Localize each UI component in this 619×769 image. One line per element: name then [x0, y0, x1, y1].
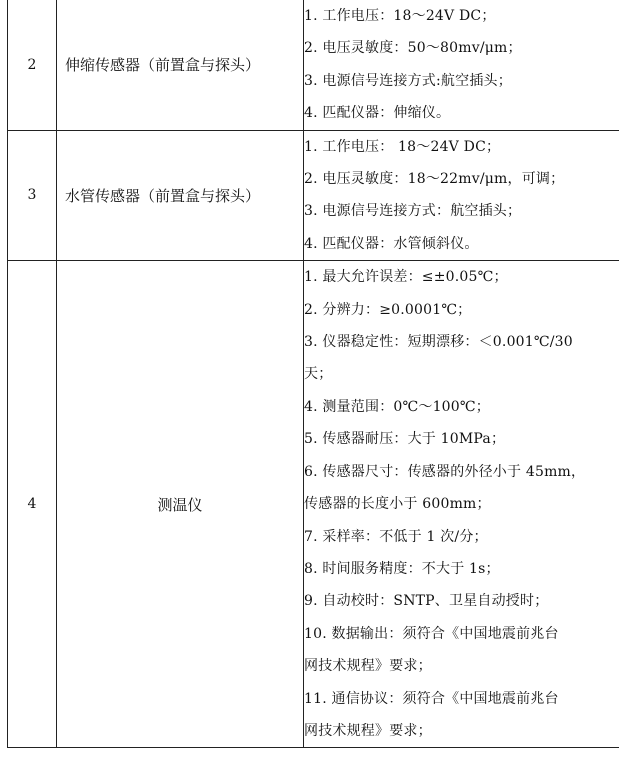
row-number — [8, 261, 57, 748]
table-row — [8, 261, 619, 748]
spec-line: 天； — [304, 366, 333, 383]
spec-line: 网技术规程》要求； — [304, 722, 432, 739]
spec-line: 4. 测量范围：0℃～100℃； — [304, 398, 490, 415]
spec-line: 8. 时间服务精度：不大于 1s； — [304, 560, 500, 577]
row-number-text: 4 — [27, 496, 37, 513]
spec-line: 2. 电压灵敏度：18～22mv/μm，可调； — [304, 171, 565, 188]
spec-line: 4. 匹配仪器：伸缩仪。 — [304, 105, 451, 122]
device-name-text: 水管传感器（前置盒与探头） — [65, 186, 261, 205]
table-row — [8, 130, 619, 261]
device-name — [57, 261, 304, 748]
spec-line: 10. 数据输出：须符合《中国地震前兆台 — [304, 625, 559, 642]
spec-line: 7. 采样率：不低于 1 次/分； — [304, 528, 488, 545]
spec-cell — [304, 130, 619, 261]
row-number-text: 3 — [27, 187, 37, 204]
spec-line: 1. 最大允许误差：≤±0.05℃； — [304, 269, 508, 286]
spec-table — [7, 0, 619, 748]
spec-line: 3. 电源信号连接方式：航空插头； — [304, 203, 522, 220]
device-name — [57, 0, 304, 130]
spec-line: 5. 传感器耐压：大于 10MPa； — [304, 431, 506, 448]
spec-line: 6. 传感器尺寸：传感器的外径小于 45mm， — [304, 463, 586, 480]
spec-line: 传感器的长度小于 600mm； — [304, 496, 491, 513]
row-number — [8, 130, 57, 261]
device-name — [57, 130, 304, 261]
spec-line: 9. 自动校时：SNTP、卫星自动授时； — [304, 593, 549, 610]
spec-line: 1. 工作电压： 18～24V DC； — [304, 138, 501, 155]
row-number — [8, 0, 57, 130]
device-name-text: 测温仪 — [157, 495, 203, 514]
spec-cell — [304, 0, 619, 130]
spec-line: 2. 电压灵敏度：50～80mv/μm； — [304, 40, 522, 57]
spec-line: 网技术规程》要求； — [304, 658, 432, 675]
spec-line: 3. 仪器稳定性：短期漂移：＜0.001℃/30 — [304, 334, 573, 351]
device-name-text: 伸缩传感器（前置盒与探头） — [65, 56, 261, 75]
spec-line: 11. 通信协议：须符合《中国地震前兆台 — [304, 690, 559, 707]
row-number-text: 2 — [27, 56, 37, 73]
spec-cell — [304, 261, 619, 748]
spec-line: 2. 分辨力：≥0.0001℃； — [304, 301, 472, 318]
spec-line: 4. 匹配仪器：水管倾斜仪。 — [304, 235, 479, 252]
spec-line: 3. 电源信号连接方式:航空插头； — [304, 72, 512, 89]
spec-line: 1. 工作电压：18～24V DC； — [304, 8, 496, 24]
table-row — [8, 0, 619, 130]
